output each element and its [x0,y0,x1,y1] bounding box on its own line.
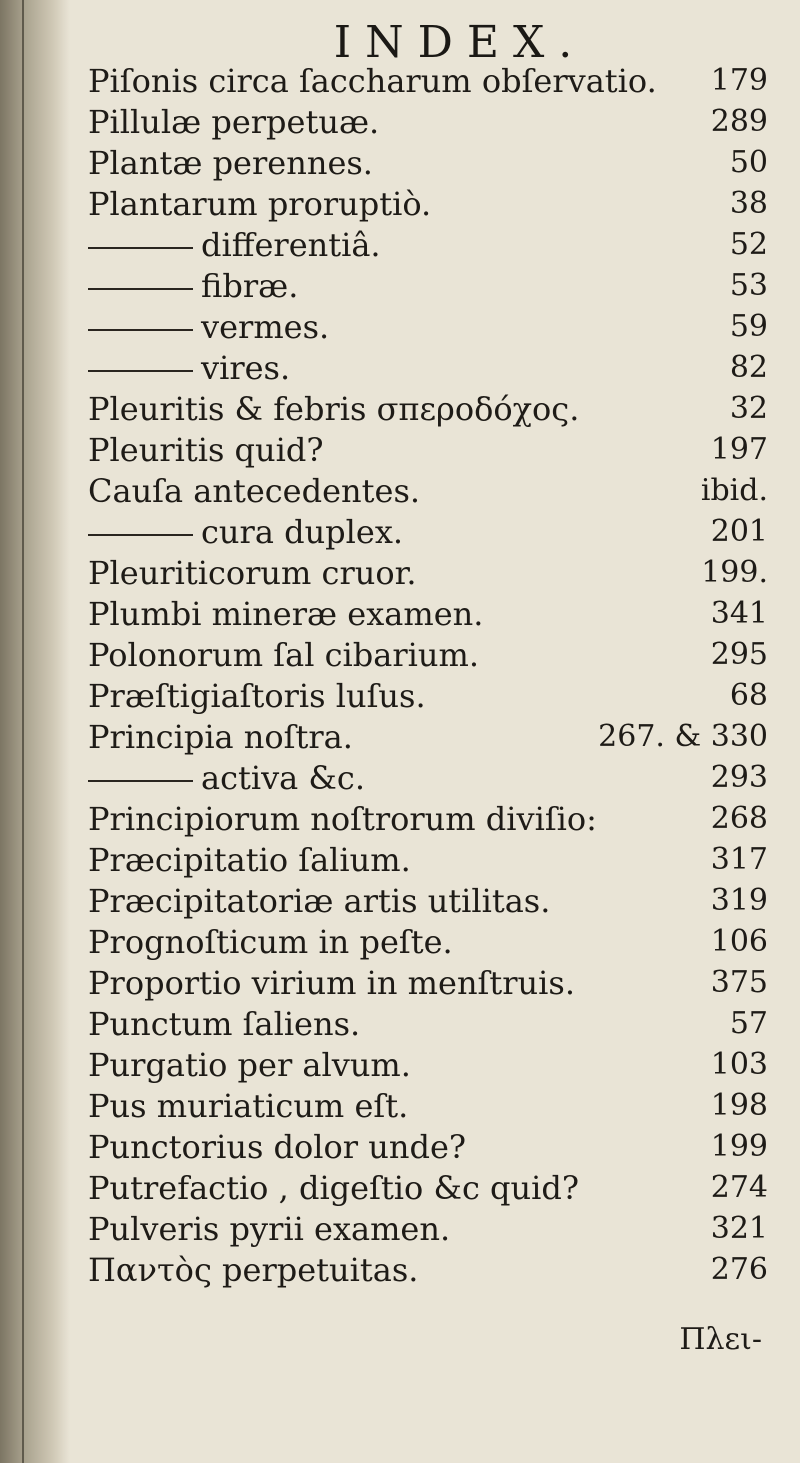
entry-term-text: Pleuriticorum cruor. [88,554,417,592]
entry-term [88,1046,411,1084]
index-entry [70,716,800,757]
index-entry [70,347,800,388]
entry-term-text: activa &c. [201,759,365,797]
entry-term-text: cura duplex. [201,513,404,551]
index-entry [70,675,800,716]
ditto-rule [88,534,193,536]
entry-page-number: 267. & 330 [598,719,768,754]
entry-term-text: Pulveris pyrii examen. [88,1210,451,1248]
entry-term-text: Punctum ſaliens. [88,1005,361,1043]
entry-term-text: fibræ. [201,267,299,305]
entry-page-number: 52 [729,227,768,262]
entry-term [88,882,550,920]
entry-page-number: 103 [710,1047,768,1082]
entry-term-text: Pleuritis quid? [88,431,324,469]
entry-term [88,841,411,879]
index-entry [70,1126,800,1167]
entry-term-text: Præcipitatoriæ artis utilitas. [88,882,551,920]
entry-page-number: 179 [710,63,768,98]
index-entry [70,265,800,306]
index-entry [70,183,800,224]
index-entry [70,757,800,798]
entry-term-text: differentiâ. [201,226,381,264]
entry-term [88,103,379,141]
index-entry [70,593,800,634]
entry-page-number: 341 [710,596,768,631]
entry-page-number: 268 [710,801,768,836]
entry-page-number: 68 [729,678,768,713]
index-entry [70,60,800,101]
entry-term-text: Plumbi mineræ examen. [88,595,484,633]
entry-term-text: vermes. [201,308,330,346]
entry-term [88,964,575,1002]
catchword: Πλει- [679,1322,762,1357]
index-entry [70,429,800,470]
entry-page-number: 106 [710,924,768,959]
entry-term [88,759,365,797]
index-entry [70,470,800,511]
index-entry [70,1167,800,1208]
entry-term [88,1005,360,1043]
entry-term-text: Pleuritis & febris σπεροδόχος. [88,390,580,428]
entry-term [88,1087,408,1125]
index-entry [70,962,800,1003]
index-entry [70,306,800,347]
entry-term [88,472,420,510]
ditto-rule [88,370,193,372]
index-entry [70,1249,800,1290]
entry-term-text: Παντὸς perpetuitas. [88,1251,419,1289]
index-entry [70,142,800,183]
entry-page-number: ibid. [700,473,768,508]
index-entry [70,798,800,839]
index-entry [70,388,800,429]
entry-page-number: 319 [710,883,768,918]
page-gutter-shadow [0,0,70,1463]
entry-term-text: Præcipitatio ſalium. [88,841,411,879]
entry-term [88,390,579,428]
index-entry [70,1085,800,1126]
entry-page-number: 201 [710,514,768,549]
entry-term-text: Principia noſtra. [88,718,353,756]
entry-term [88,308,329,346]
index-entry [70,224,800,265]
entry-term [88,923,453,961]
index-entry [70,634,800,675]
entry-page-number: 197 [710,432,768,467]
index-entry [70,839,800,880]
entry-page-number: 53 [729,268,768,303]
entry-term [88,554,417,592]
entry-page-number: 295 [710,637,768,672]
entry-page-number: 289 [710,104,768,139]
entry-page-number: 32 [729,391,768,426]
index-entries [70,60,800,1290]
entry-page-number: 293 [710,760,768,795]
index-entry [70,1044,800,1085]
entry-term-text: Pus muriaticum eſt. [88,1087,409,1125]
entry-page-number: 321 [710,1211,768,1246]
entry-term [88,226,381,264]
entry-term-text: Putrefactio , digeſtio &c quid? [88,1169,580,1207]
entry-page-number: 82 [729,350,768,385]
entry-page-number: 50 [729,145,768,180]
entry-term [88,349,290,387]
entry-term-text: Piſonis circa ſaccharum obſervatio. [88,62,657,100]
entry-term [88,144,373,182]
binding-edge [22,0,24,1463]
entry-page-number: 375 [710,965,768,1000]
index-entry [70,921,800,962]
entry-term [88,718,353,756]
entry-term [88,1210,450,1248]
page-header: INDEX. [333,17,587,68]
entry-term [88,595,483,633]
entry-term-text: Prognoſticum in peſte. [88,923,453,961]
ditto-rule [88,247,193,249]
entry-term [88,267,298,305]
entry-term [88,1251,418,1289]
index-entry [70,1003,800,1044]
entry-term-text: Præſtigiaſtoris luſus. [88,677,426,715]
entry-term-text: Plantæ perennes. [88,144,373,182]
entry-page-number: 274 [710,1170,768,1205]
entry-page-number: 198 [710,1088,768,1123]
entry-term [88,185,431,223]
entry-term-text: Proportio virium in menſtruis. [88,964,575,1002]
index-entry [70,880,800,921]
entry-term [88,431,324,469]
entry-term-text: Polonorum ſal cibarium. [88,636,479,674]
ditto-rule [88,329,193,331]
entry-page-number: 276 [710,1252,768,1287]
entry-term-text: Purgatio per alvum. [88,1046,411,1084]
entry-page-number: 199 [710,1129,768,1164]
index-entry [70,1208,800,1249]
entry-term [88,1128,466,1166]
entry-page-number: 59 [729,309,768,344]
index-page [70,0,800,1463]
entry-term [88,513,403,551]
entry-page-number: 317 [710,842,768,877]
entry-term-text: Pillulæ perpetuæ. [88,103,380,141]
index-entry [70,552,800,593]
entry-term [88,636,479,674]
entry-term [88,677,426,715]
ditto-rule [88,288,193,290]
entry-term [88,1169,579,1207]
entry-term [88,800,597,838]
entry-page-number: 38 [729,186,768,221]
entry-term [88,62,657,100]
entry-term-text: Cauſa antecedentes. [88,472,421,510]
entry-term-text: Principiorum noſtrorum diviſio: [88,800,597,838]
entry-term-text: Punctorius dolor unde? [88,1128,467,1166]
entry-term-text: Plantarum proruptiò. [88,185,432,223]
entry-term-text: vires. [201,349,291,387]
entry-page-number: 199. [701,555,768,590]
ditto-rule [88,780,193,782]
entry-page-number: 57 [729,1006,768,1041]
index-entry [70,511,800,552]
index-entry [70,101,800,142]
